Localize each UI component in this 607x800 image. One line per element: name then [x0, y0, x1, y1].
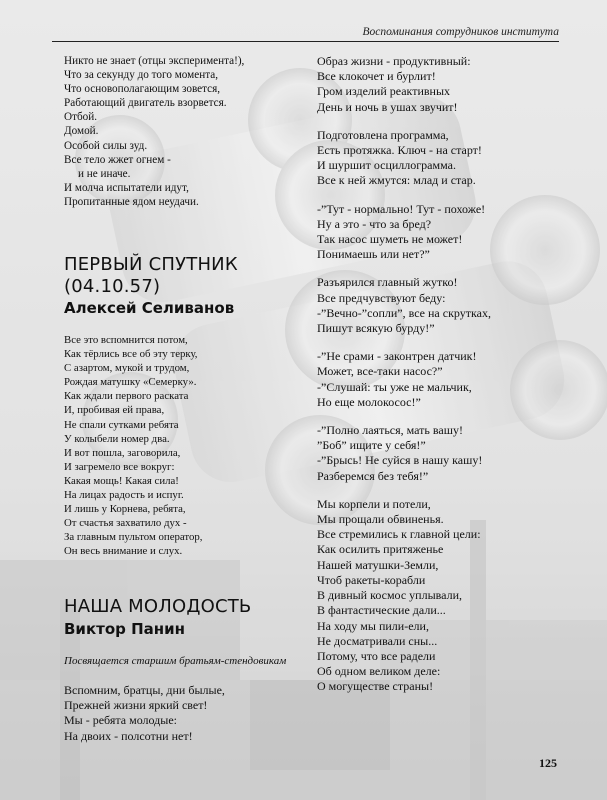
verse-line: Отбой.: [64, 111, 98, 124]
verse-line: Как тёрлись все об эту терку,: [64, 348, 198, 361]
verse-line: Ну а это - что за бред?: [317, 216, 432, 231]
verse-line: Мы - ребята молодые:: [64, 713, 178, 728]
verse-line: Что за секунду до того момента,: [64, 69, 218, 82]
stanza: [317, 128, 567, 189]
verse-line: И, пробивая ей права,: [64, 404, 165, 417]
verse-line: Никто не знает (отцы эксперимента!),: [64, 55, 245, 67]
poem2-dedication: Посвящается старшим братьям-стендовикам: [64, 655, 287, 667]
verse-line: И шуршит осциллограмма.: [317, 158, 456, 173]
verse-line: -”Слушай: ты уже не мальчик,: [317, 379, 472, 394]
stanza: [317, 275, 567, 336]
poem2-body-right: [317, 54, 567, 708]
verse-line: Все к ней жмутся: млад и стар.: [317, 173, 476, 188]
verse-line: Не спали сутками ребята: [64, 418, 179, 431]
stanza: [317, 202, 567, 263]
verse-line: У колыбели номер два.: [64, 432, 170, 445]
verse-line: На двоих - полсотни нет!: [64, 728, 193, 743]
verse-line: Как осилить притяженье: [317, 542, 444, 557]
verse-line: -”Брысь! Не суйся в нашу кашу!: [317, 453, 483, 468]
verse-line: Понимаешь или нет?”: [317, 247, 430, 262]
verse-line: -”Вечно-”сопли”, все на скрутках,: [317, 305, 491, 320]
verse-line: И молча испытатели идут,: [64, 181, 189, 194]
verse-line: Какая мощь! Какая сила!: [64, 474, 179, 487]
poem1-title-line1: ПЕРВЫЙ СПУТНИК: [64, 254, 238, 275]
verse-line: Гром изделий реактивных: [317, 84, 451, 99]
stanza: [317, 349, 567, 410]
verse-line: Как ждали первого раската: [64, 390, 189, 403]
verse-line: Особой силы зуд.: [64, 139, 148, 152]
poem1-author: Алексей Селиванов: [64, 299, 235, 317]
page-number: 125: [539, 756, 557, 770]
verse-line: Он весь внимание и слух.: [64, 545, 183, 558]
poem1-title: [64, 254, 238, 298]
poem1-title-line2: (04.10.57): [64, 276, 161, 297]
verse-line: Все клокочет и бурлит!: [317, 69, 436, 84]
verse-line: День и ночь в ушах звучит!: [317, 99, 458, 114]
verse-line: Пропитанные ядом неудачи.: [64, 195, 199, 208]
poem2-author: Виктор Панин: [64, 620, 185, 638]
verse-line: И загремело все вокруг:: [64, 460, 175, 473]
verse-line: Все предчувствуют беду:: [317, 290, 446, 305]
verse-line: В фантастические дали...: [317, 603, 446, 618]
verse-line: Но еще молокосос!”: [317, 394, 421, 409]
verse-line: -”Полно лаяться, мать вашу!: [317, 423, 463, 438]
verse-line: Чтоб ракеты-корабли: [317, 572, 426, 587]
verse-line: Разберемся без тебя!”: [317, 468, 429, 483]
verse-line: Образ жизни - продуктивный:: [317, 54, 471, 68]
verse-line: Есть протяжка. Ключ - на старт!: [317, 143, 482, 158]
verse-line: Мы прощали обвиненья.: [317, 512, 444, 527]
verse-line: О могуществе страны!: [317, 679, 434, 694]
verse-line: Прежней жизни яркий свет!: [64, 698, 208, 713]
verse-line: Все тело жжет огнем -: [64, 153, 171, 166]
verse-line: Может, все-таки насос?”: [317, 364, 443, 379]
verse-line: -”Не срами - законтрен датчик!: [317, 349, 477, 364]
verse-line: Мы корпели и потели,: [317, 496, 431, 511]
left-top-poem: [64, 54, 294, 209]
verse-line: Все это вспомнится потом,: [64, 334, 188, 346]
verse-line: В дивный космос уплывали,: [317, 588, 462, 603]
verse-line: С азартом, мукой и трудом,: [64, 362, 190, 375]
verse-line: И вот пошла, заговорила,: [64, 446, 181, 459]
stanza: [317, 423, 567, 484]
verse-line: Пишут всякую бурду!”: [317, 321, 435, 336]
verse-line: Все стремились к главной цели:: [317, 527, 481, 542]
verse-line: На лицах радость и испуг.: [64, 489, 184, 502]
verse-line: Разъярился главный жутко!: [317, 275, 458, 290]
stanza: [317, 497, 567, 695]
header-rule: [52, 41, 559, 42]
verse-line: И лишь у Корнева, ребята,: [64, 503, 186, 516]
verse-line: За главным пультом оператор,: [64, 531, 203, 544]
verse-line: Что основополагающим зовется,: [64, 83, 221, 96]
verse-line: -”Тут - нормально! Тут - похоже!: [317, 201, 486, 216]
verse-line: Потому, что все радели: [317, 648, 436, 663]
verse-line: Не досматривали сны...: [317, 633, 438, 648]
stanza: [317, 54, 567, 115]
verse-line: и не иначе.: [78, 167, 131, 180]
verse-line: От счастья захватило дух -: [64, 517, 187, 530]
running-header: Воспоминания сотрудников института: [362, 26, 559, 38]
verse-line: Нашей матушки-Земли,: [317, 557, 439, 572]
verse-line: Рождая матушку «Семерку».: [64, 376, 197, 389]
poem2-title: НАША МОЛОДОСТЬ: [64, 596, 252, 617]
poem2-body-left: [64, 683, 294, 744]
verse-line: Так насос шуметь не может!: [317, 232, 463, 247]
verse-line: Домой.: [64, 125, 99, 138]
verse-line: Вспомним, братцы, дни былые,: [64, 683, 225, 697]
verse-line: Подготовлена программа,: [317, 127, 449, 142]
poem1-body: [64, 333, 294, 559]
verse-line: Об одном великом деле:: [317, 664, 441, 679]
verse-line: На ходу мы пили-ели,: [317, 618, 429, 633]
verse-line: ”Боб” ищите у себя!”: [317, 438, 426, 453]
verse-line: Работающий двигатель взорвется.: [64, 97, 227, 110]
